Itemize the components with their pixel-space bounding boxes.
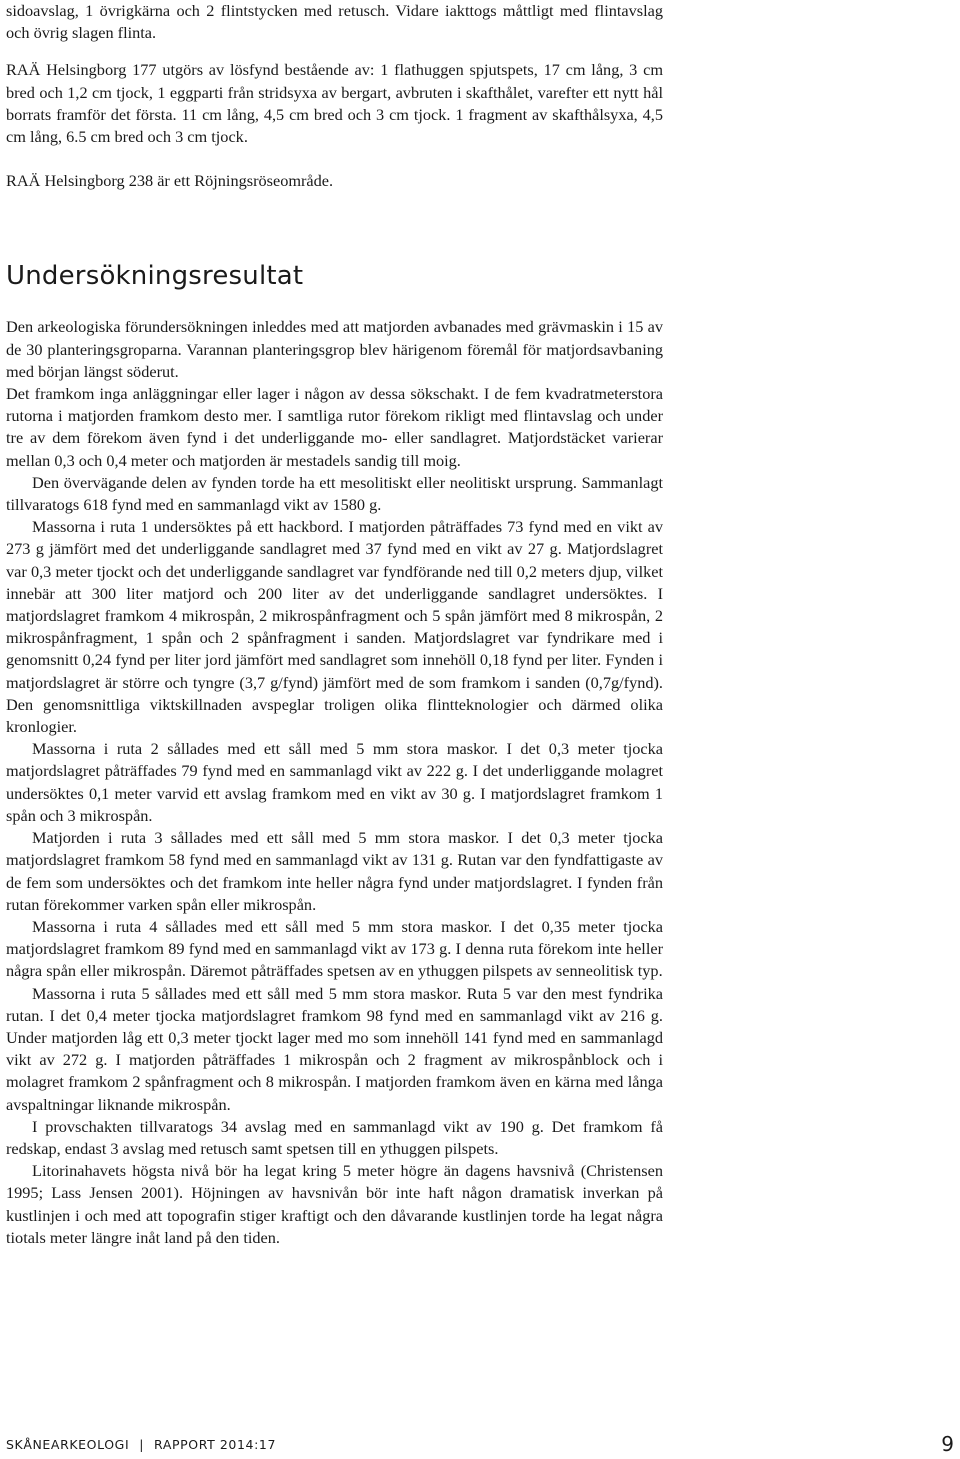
footer-separator: | xyxy=(139,1437,145,1452)
body-paragraph: Massorna i ruta 1 undersöktes på ett hackbord. I matjorden påträffades 73 fynd med en vikt av 273 g jämfört med det underliggande sandlagret med 37 fynd med en vikt av 27 g. Matjordslagret var 0,3 meter tjockt och det underliggande sandlagret var fyndförande ned till 0,2 meters djup, vilket innebär att 300 liter matjord och 200 liter av det underliggande sandlagret undersöktes. I matjordslagret framkom 4 mikrospån, 2 mikrospånfragment och 5 spån jämfört med 8 mikrospån, 2 mikrospånfragment, 1 spån och 2 spånfragment i sanden. Matjordslagret var fyndrikare med i genomsnitt 0,24 fynd per liter jord jämfört med sandlagret som innehöll 0,18 fynd per liter. Fynden i matjordslagret är större och tyngre (3,7 g/fynd) jämfört med de som framkom i sanden (0,7g/fynd). Den genomsnittliga viktskillnaden avspeglar troligen olika flintteknologier och därmed olika kronlogier. xyxy=(6,517,663,737)
body-paragraph: Den övervägande delen av fynden torde ha ett mesolitiskt eller neolitiskt ursprung. Sammanlagt tillvaratogs 618 fynd med en sammanlagd vikt av 1580 g. xyxy=(6,472,663,515)
section-heading: Undersökningsresultat xyxy=(6,261,304,292)
intro-paragraph: RAÄ Helsingborg 238 är ett Röjningsröseområde. xyxy=(6,171,334,191)
page-number: 9 xyxy=(941,1432,954,1456)
body-paragraph: Massorna i ruta 4 sållades med ett såll med 5 mm stora maskor. I det 0,35 meter tjocka matjordslagret framkom 89 fynd med en sammanlagd vikt av 173 g. I denna ruta förekom inte heller några spån eller mikrospån. Däremot påträffades spetsen av en ythuggen pilspets av senneolitisk typ. xyxy=(6,916,663,981)
body-paragraph: Massorna i ruta 2 sållades med ett såll med 5 mm stora maskor. I det 0,3 meter tjocka matjordslagret påträffades 79 fynd med en sammanlagd vikt av 222 g. I det underliggande molagret undersöktes 0,1 meter varvid ett avslag framkom med en vikt av 30 g. I matjordslagret framkom 1 spån och 3 mikrospån. xyxy=(6,739,663,825)
body-paragraph: Litorinahavets högsta nivå bör ha legat kring 5 meter högre än dagens havsnivå (Christensen 1995; Lass Jensen 2001). Höjningen av havsnivån bör inte haft någon dramatisk inverkan på kustlinjen i och med att topografin stiger kraftigt och den dåvarande kustlinjen torde ha legat några tiotals meter längre inåt land på den tiden. xyxy=(6,1161,663,1247)
body-paragraph: I provschakten tillvaratogs 34 avslag med en sammanlagd vikt av 190 g. Det framkom få redskap, endast 3 avslag med retusch samt spetsen till en ythuggen pilspets. xyxy=(6,1116,663,1158)
footer-publication: SKÅNEARKEOLOGI xyxy=(6,1437,130,1452)
footer-report: RAPPORT 2014:17 xyxy=(154,1437,277,1452)
body-paragraph: Matjorden i ruta 3 sållades med ett såll med 5 mm stora maskor. I det 0,3 meter tjocka matjordslagret framkom 58 fynd med en sammanlagd vikt av 131 g. Rutan var den fyndfattigaste av de fem som undersöktes och det framkom inte heller några fynd under matjordslagret. I fynden från rutan förekommer varken spån eller mikrospån. xyxy=(6,828,663,914)
intro-paragraph: RAÄ Helsingborg 177 utgörs av lösfynd bestående av: 1 flathuggen spjutspets, 17 cm lång, 3 cm bred och 1,2 cm tjock, 1 eggparti från stridsyxa av bergart, avbruten i skafthålet, varefter ett nytt hål borrats framför det första. 11 cm lång, 4,5 cm bred och 3 cm tjock. 1 fragment av skafthålsyxa, 4,5 cm lång, 6.5 cm bred och 3 cm tjock. xyxy=(6,60,663,147)
page-footer xyxy=(6,1437,276,1452)
body-paragraph: Den arkeologiska förundersökningen inleddes med att matjorden avbanades med grävmaskin i 15 av de 30 planteringsgroparna. Varannan planteringsgrop blev härigenom föremål för matjordsavbaning med början längst söderut. xyxy=(6,317,663,381)
body-paragraph: Det framkom inga anläggningar eller lager i någon av dessa sökschakt. I de fem kvadratmeterstora rutorna i matjorden framkom desto mer. I samtliga rutor förekom rikligt med flintavslag och under tre av dem förekom även fynd i det underliggande mo- eller sandlagret. Matjordstäcket varierar mellan 0,3 och 0,4 meter och matjorden är mestadels sandig till moig. xyxy=(6,384,663,470)
document-page xyxy=(6,0,663,1249)
body-paragraph: Massorna i ruta 5 sållades med ett såll med 5 mm stora maskor. Ruta 5 var den mest fyndrika rutan. I det 0,4 meter tjocka matjordslagret framkom 98 fynd med en sammanlagd vikt av 216 g. Under matjorden låg ett 0,3 meter tjockt lager med mo som innehöll 141 fynd med en sammanlagd vikt av 272 g. I matjorden påträffades 1 mikrospån och 2 fragment av mikrospånblock och i molagret framkom 2 spånfragment och 8 mikrospån. I matjorden framkom även en kärna med långa avspaltningar liknande mikrospån. xyxy=(6,983,663,1114)
intro-paragraph: sidoavslag, 1 övrigkärna och 2 flintstycken med retusch. Vidare iakttogs måttligt med flintavslag och övrig slagen flinta. xyxy=(6,1,663,43)
